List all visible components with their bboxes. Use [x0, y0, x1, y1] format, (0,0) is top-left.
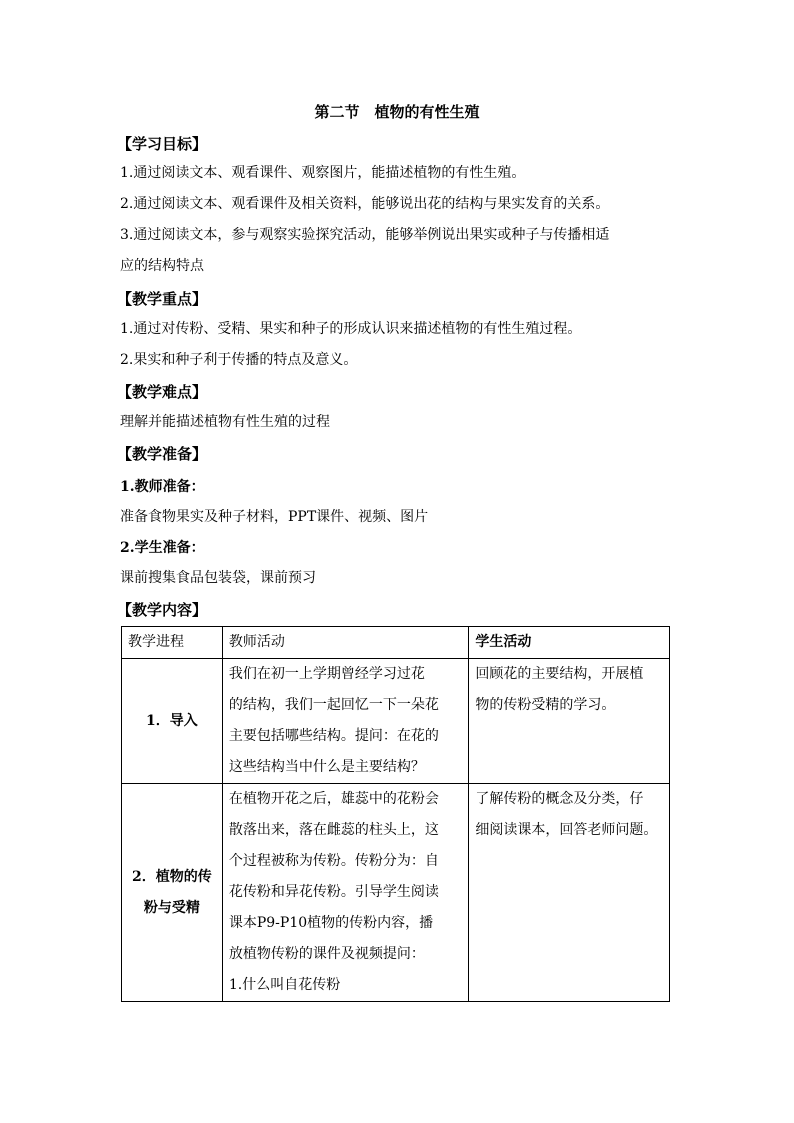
cell-line: 这些结构当中什么是主要结构？: [228, 759, 425, 775]
difficulties-text: 理解并能描述植物有性生殖的过程: [120, 414, 330, 430]
teacher-activity-cell: [222, 659, 469, 784]
objective-2: 2.通过阅读文本、观看课件及相关资料，能够说出花的结构与果实发育的关系。: [120, 196, 610, 212]
cell-line: 个过程被称为传粉。传粉分为：自: [228, 853, 439, 869]
preparation-heading: 【教学准备】: [117, 445, 208, 463]
student-activity-cell: [469, 784, 670, 1002]
key-points-heading: 【教学重点】: [117, 290, 208, 308]
table-header-row: [122, 627, 670, 659]
cell-line: 我们在初一上学期曾经学习过花: [228, 666, 425, 682]
objectives-heading: 【学习目标】: [117, 135, 208, 153]
cell-line: 课本P9-P10植物的传粉内容，播: [228, 915, 434, 931]
column-header-teacher: 教师活动: [222, 627, 469, 659]
objective-3: 3.通过阅读文本，参与观察实验探究活动，能够举例说出果实或种子与传播相适: [120, 227, 610, 243]
objective-3-cont: 应的结构特点: [120, 258, 204, 274]
cell-line: 了解传粉的概念及分类，仔: [475, 791, 644, 807]
cell-line: 花传粉和异花传粉。引导学生阅读: [228, 884, 439, 900]
cell-line: 1.什么叫自花传粉: [228, 977, 341, 993]
cell-line: 主要包括哪些结构。提问：在花的: [228, 728, 439, 744]
table-row: [122, 659, 670, 784]
student-prep-label: 2.学生准备：: [120, 540, 205, 556]
lesson-table: [121, 626, 670, 1002]
content-heading: 【教学内容】: [117, 601, 208, 619]
student-prep-text: 课前搜集食品包装袋，课前预习: [120, 570, 316, 586]
column-header-stage: 教学进程: [122, 627, 223, 659]
page-title: 第二节 植物的有性生殖: [314, 103, 480, 121]
teacher-prep-text: 准备食物果实及种子材料，PPT课件、视频、图片: [120, 509, 429, 525]
key-point-2: 2.果实和种子利于传播的特点及意义。: [120, 352, 358, 368]
cell-line: 物的传粉受精的学习。: [475, 697, 616, 713]
teacher-activity-cell: [222, 784, 469, 1002]
difficulties-heading: 【教学难点】: [117, 383, 208, 401]
column-header-student: 学生活动: [469, 627, 670, 659]
cell-line: 放植物传粉的课件及视频提问：: [228, 946, 425, 962]
table-row: [122, 784, 670, 1002]
student-activity-cell: [469, 659, 670, 784]
teacher-prep-label: 1.教师准备：: [120, 479, 205, 495]
cell-line: 的结构，我们一起回忆一下一朵花: [228, 697, 439, 713]
key-point-1: 1.通过对传粉、受精、果实和种子的形成认识来描述植物的有性生殖过程。: [120, 321, 582, 337]
cell-line: 散落出来，落在雌蕊的柱头上，这: [228, 822, 439, 838]
cell-line: 在植物开花之后，雄蕊中的花粉会: [228, 791, 439, 807]
stage-cell: 1．导入: [122, 659, 223, 784]
cell-line: 回顾花的主要结构，开展植: [475, 666, 644, 682]
cell-line: 细阅读课本，回答老师问题。: [475, 822, 658, 838]
objective-1: 1.通过阅读文本、观看课件、观察图片，能描述植物的有性生殖。: [120, 165, 526, 181]
stage-cell: 2．植物的传粉与受精: [122, 784, 223, 1002]
